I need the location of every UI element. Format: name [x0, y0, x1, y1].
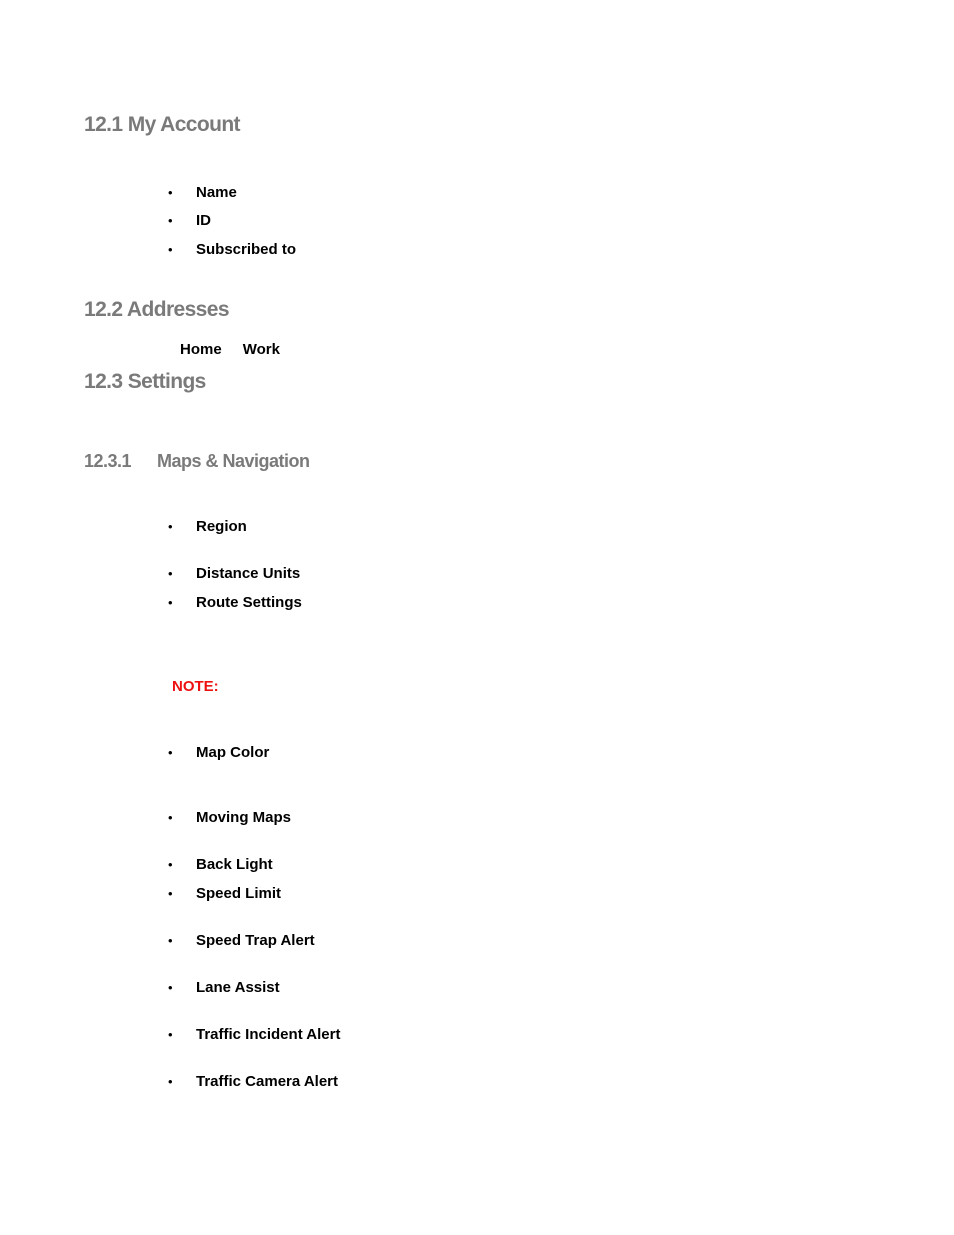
bullet-icon: • [168, 886, 173, 901]
section-heading-settings: 12.3 Settings [84, 370, 206, 393]
address-home: Home [180, 341, 222, 358]
list-item-traffic-incident-alert: • Traffic Incident Alert [168, 1026, 341, 1043]
list-item-route-settings: • Route Settings [168, 594, 302, 611]
subsection-heading-maps-navigation [84, 451, 310, 472]
list-item-traffic-camera-alert: • Traffic Camera Alert [168, 1073, 339, 1090]
bullet-icon: • [168, 242, 173, 257]
bullet-icon: • [168, 566, 173, 581]
bullet-icon: • [168, 933, 173, 948]
list-item-name: • Name [168, 184, 237, 201]
subsection-title: Maps & Navigation [157, 451, 310, 471]
address-work: Work [242, 341, 280, 358]
bullet-icon: • [168, 185, 173, 200]
list-item-lane-assist: • Lane Assist [168, 979, 280, 996]
list-item-distance-units: • Distance Units [168, 565, 301, 582]
section-heading-my-account: 12.1 My Account [84, 113, 240, 136]
bullet-icon: • [168, 1074, 173, 1089]
list-item-speed-limit: • Speed Limit [168, 885, 282, 902]
bullet-icon: • [168, 595, 173, 610]
bullet-icon: • [168, 1027, 173, 1042]
bullet-icon: • [168, 213, 173, 228]
address-options [180, 341, 280, 358]
bullet-icon: • [168, 810, 173, 825]
section-heading-addresses: 12.2 Addresses [84, 298, 229, 321]
bullet-icon: • [168, 857, 173, 872]
list-item-id: • ID [168, 212, 211, 229]
subsection-number: 12.3.1 [84, 451, 132, 471]
list-item-moving-maps: • Moving Maps [168, 809, 292, 826]
note-label: NOTE: [172, 678, 219, 695]
bullet-icon: • [168, 980, 173, 995]
list-item-map-color: • Map Color [168, 744, 270, 761]
bullet-icon: • [168, 745, 173, 760]
list-item-back-light: • Back Light [168, 856, 273, 873]
bullet-icon: • [168, 519, 173, 534]
list-item-subscribed-to: • Subscribed to [168, 241, 297, 258]
list-item-region: • Region [168, 518, 247, 535]
list-item-speed-trap-alert: • Speed Trap Alert [168, 932, 315, 949]
